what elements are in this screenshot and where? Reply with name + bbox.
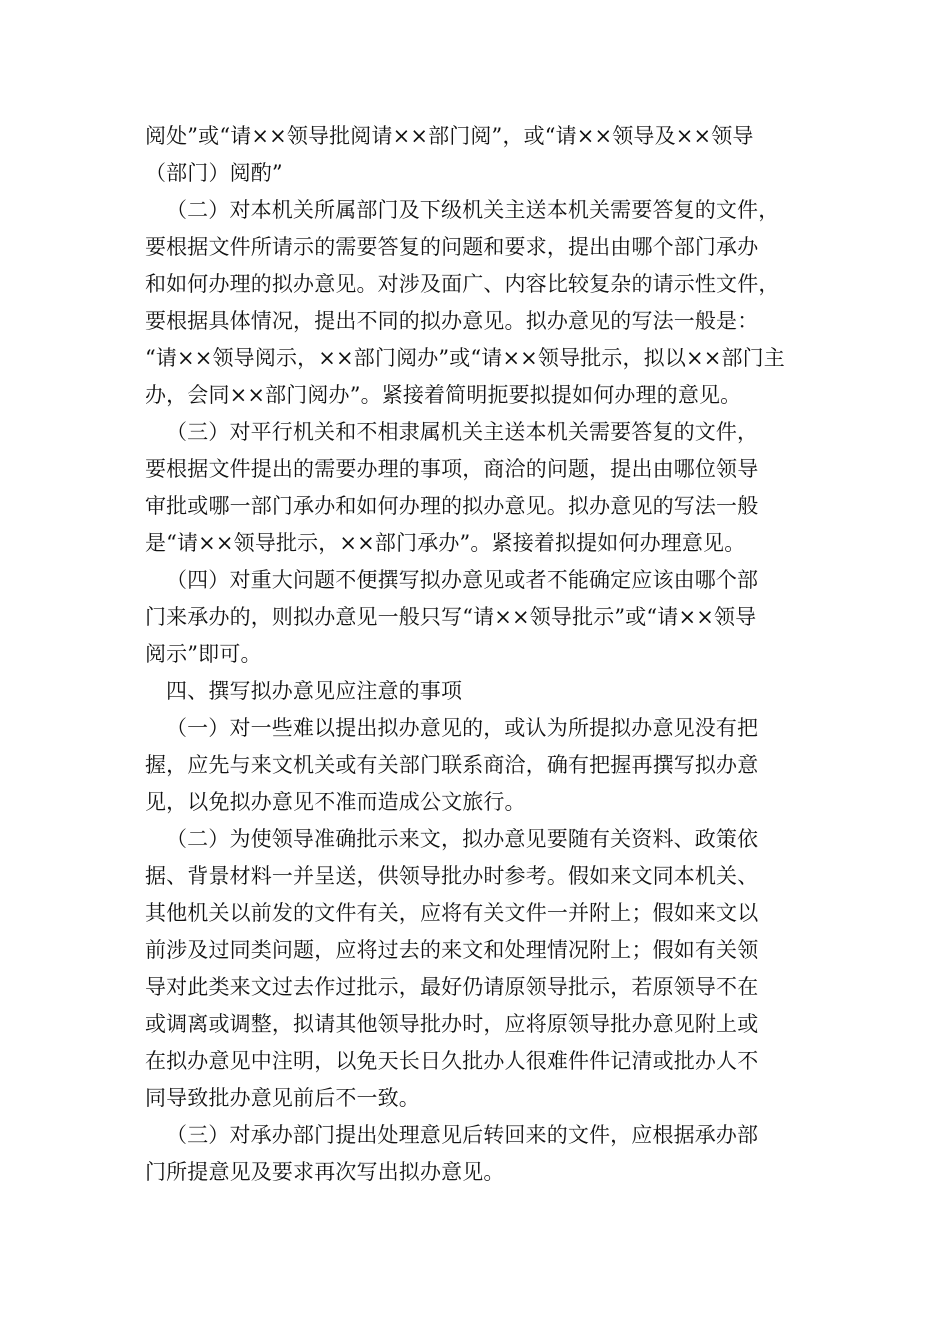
text-line: 在拟办意见中注明，以免天长日久批办人很难件件记清或批办人不 (145, 1049, 759, 1073)
text-line: 握，应先与来文机关或有关部门联系商洽，确有把握再撰写拟办意 (145, 753, 759, 777)
text-line: 四、撰写拟办意见应注意的事项 (166, 679, 463, 703)
text-line: 导对此类来文过去作过批示，最好仍请原领导批示，若原领导不在 (145, 975, 759, 999)
text-line: 门来承办的，则拟办意见一般只写“请××领导批示”或“请××领导 (145, 605, 757, 629)
text-line: （三）对平行机关和不相隶属机关主送本机关需要答复的文件， (166, 420, 759, 444)
text-line: （一）对一些难以提出拟办意见的，或认为所提拟办意见没有把 (166, 716, 759, 740)
text-line: 是“请××领导批示，××部门承办”。紧接着拟提如何办理意见。 (145, 531, 746, 555)
text-line: （四）对重大问题不便撰写拟办意见或者不能确定应该由哪个部 (166, 568, 759, 592)
text-line: “请××领导阅示，××部门阅办”或“请××领导批示，拟以××部门主 (145, 346, 785, 370)
paragraph (145, 710, 815, 821)
paragraph (145, 673, 815, 710)
text-line: （二）对本机关所属部门及下级机关主送本机关需要答复的文件， (166, 198, 780, 222)
text-line: 和如何办理的拟办意见。对涉及面广、内容比较复杂的请示性文件， (145, 272, 780, 296)
paragraph (145, 821, 815, 1117)
text-line: 前涉及过同类问题，应将过去的来文和处理情况附上；假如有关领 (145, 938, 759, 962)
text-line: 见，以免拟办意见不准而造成公文旅行。 (145, 790, 526, 814)
text-line: 其他机关以前发的文件有关，应将有关文件一并附上；假如来文以 (145, 901, 759, 925)
text-line: 要根据具体情况，提出不同的拟办意见。拟办意见的写法一般是： (145, 309, 759, 333)
text-line: 或调离或调整，拟请其他领导批办时，应将原领导批办意见附上或 (145, 1012, 759, 1036)
document-body (145, 118, 815, 1191)
paragraph (145, 414, 815, 562)
text-line: 据、背景材料一并呈送，供领导批办时参考。假如来文同本机关、 (145, 864, 759, 888)
paragraph (145, 1117, 815, 1191)
paragraph (145, 118, 815, 192)
text-line: 阅示”即可。 (145, 642, 262, 666)
paragraph (145, 562, 815, 673)
text-line: 要根据文件所请示的需要答复的问题和要求，提出由哪个部门承办 (145, 235, 759, 259)
paragraph (145, 192, 815, 414)
text-line: （部门）阅酌” (145, 161, 283, 185)
text-line: 办，会同××部门阅办”。紧接着简明扼要拟提如何办理的意见。 (145, 383, 742, 407)
text-line: 要根据文件提出的需要办理的事项，商洽的问题，提出由哪位领导 (145, 457, 759, 481)
text-line: 审批或哪一部门承办和如何办理的拟办意见。拟办意见的写法一般 (145, 494, 759, 518)
text-line: 阅处”或“请××领导批阅请××部门阅”，或“请××领导及××领导 (145, 124, 754, 148)
text-line: （三）对承办部门提出处理意见后转回来的文件，应根据承办部 (166, 1123, 759, 1147)
text-line: 同导致批办意见前后不一致。 (145, 1086, 420, 1110)
text-line: （二）为使领导准确批示来文，拟办意见要随有关资料、政策依 (166, 827, 759, 851)
text-line: 门所提意见及要求再次写出拟办意见。 (145, 1160, 505, 1184)
